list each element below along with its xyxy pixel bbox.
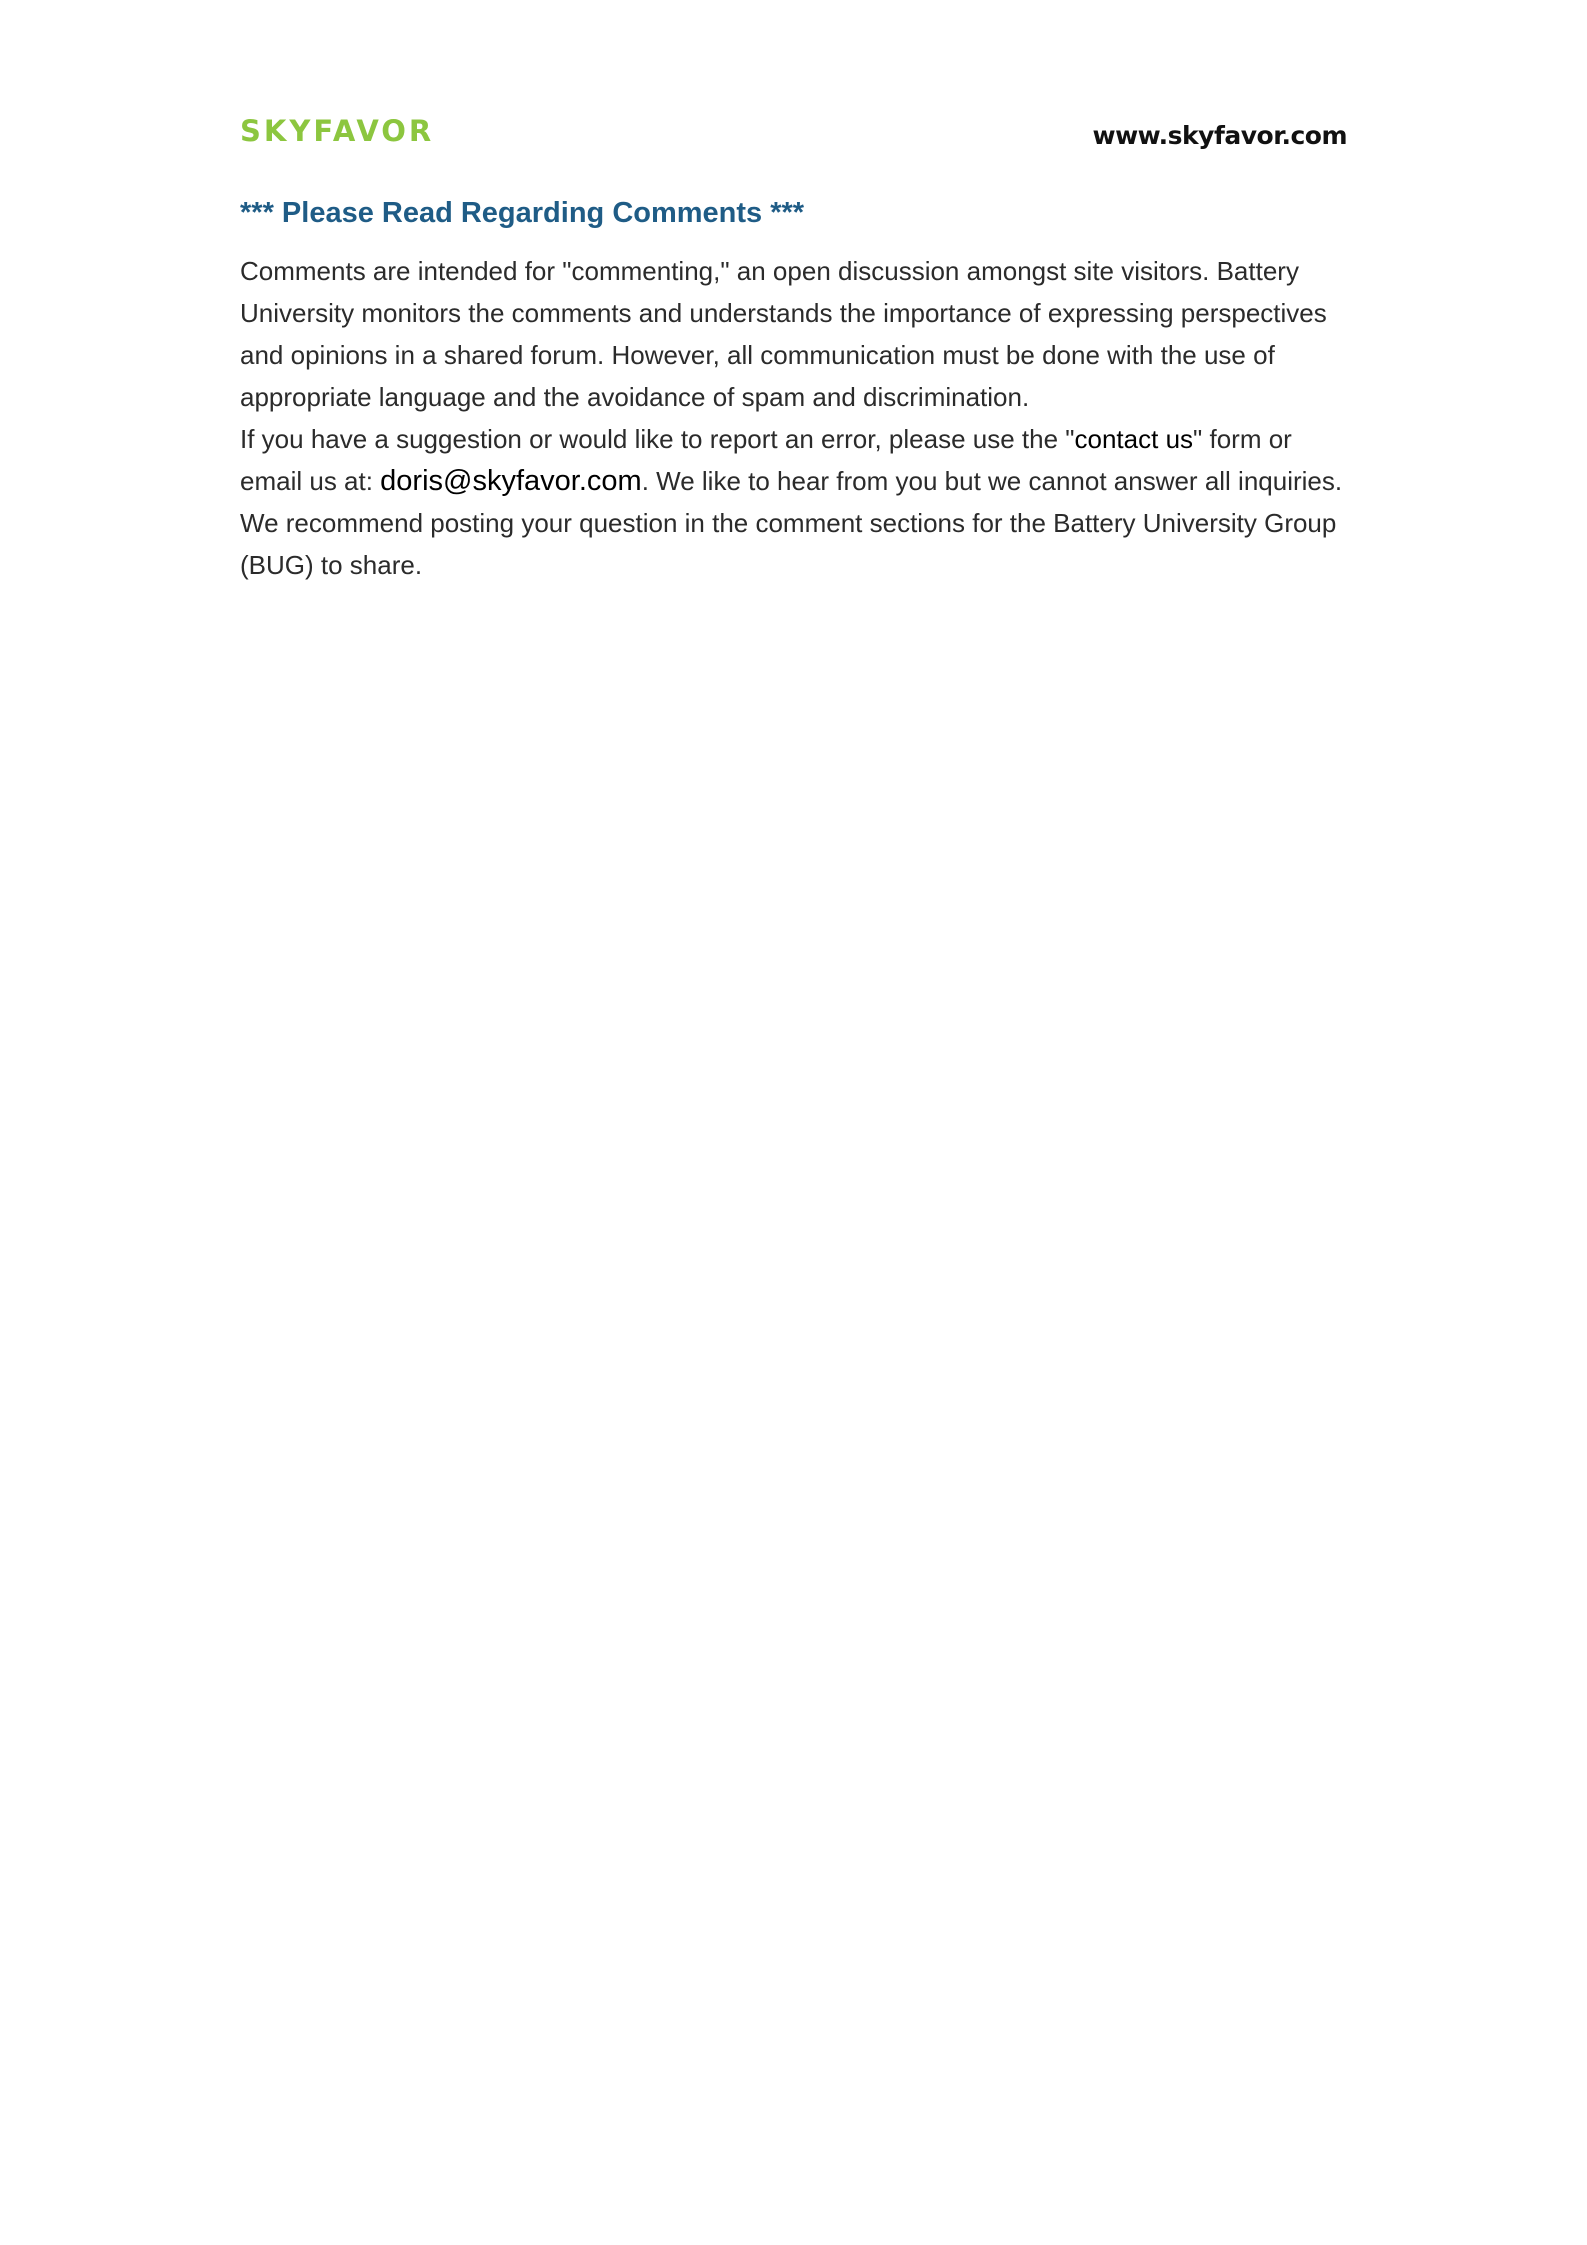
paragraph-comments-policy: Comments are intended for "commenting," an open discussion amongst site visitors. Battery University monitors the comments and understands the importance of expressing perspectives and opinions in a shared forum. However, all communication must be done with the use of appropriate language and the avoidance of spam and discrimination. xyxy=(240,256,1327,412)
contact-text-end: . We like to hear from you but we cannot answer all inquiries. We recommend posting your question in the comment sections for the Battery University Group (BUG) to share. xyxy=(240,466,1343,580)
skyfavor-logo xyxy=(240,115,434,147)
paragraph-contact xyxy=(240,418,1360,586)
site-url: www.skyfavor.com xyxy=(1092,121,1347,150)
page-heading: *** Please Read Regarding Comments *** xyxy=(240,197,805,229)
logo-text: SKYFAVOR xyxy=(240,114,435,148)
contact-us-link[interactable]: contact us xyxy=(1074,424,1194,454)
email-link[interactable]: doris@skyfavor.com xyxy=(380,465,642,497)
contact-text-before: If you have a suggestion or would like to report an error, please use the " xyxy=(240,424,1075,454)
contact-text-after: " form or email us at: xyxy=(240,424,1292,496)
article-body xyxy=(240,250,1360,586)
